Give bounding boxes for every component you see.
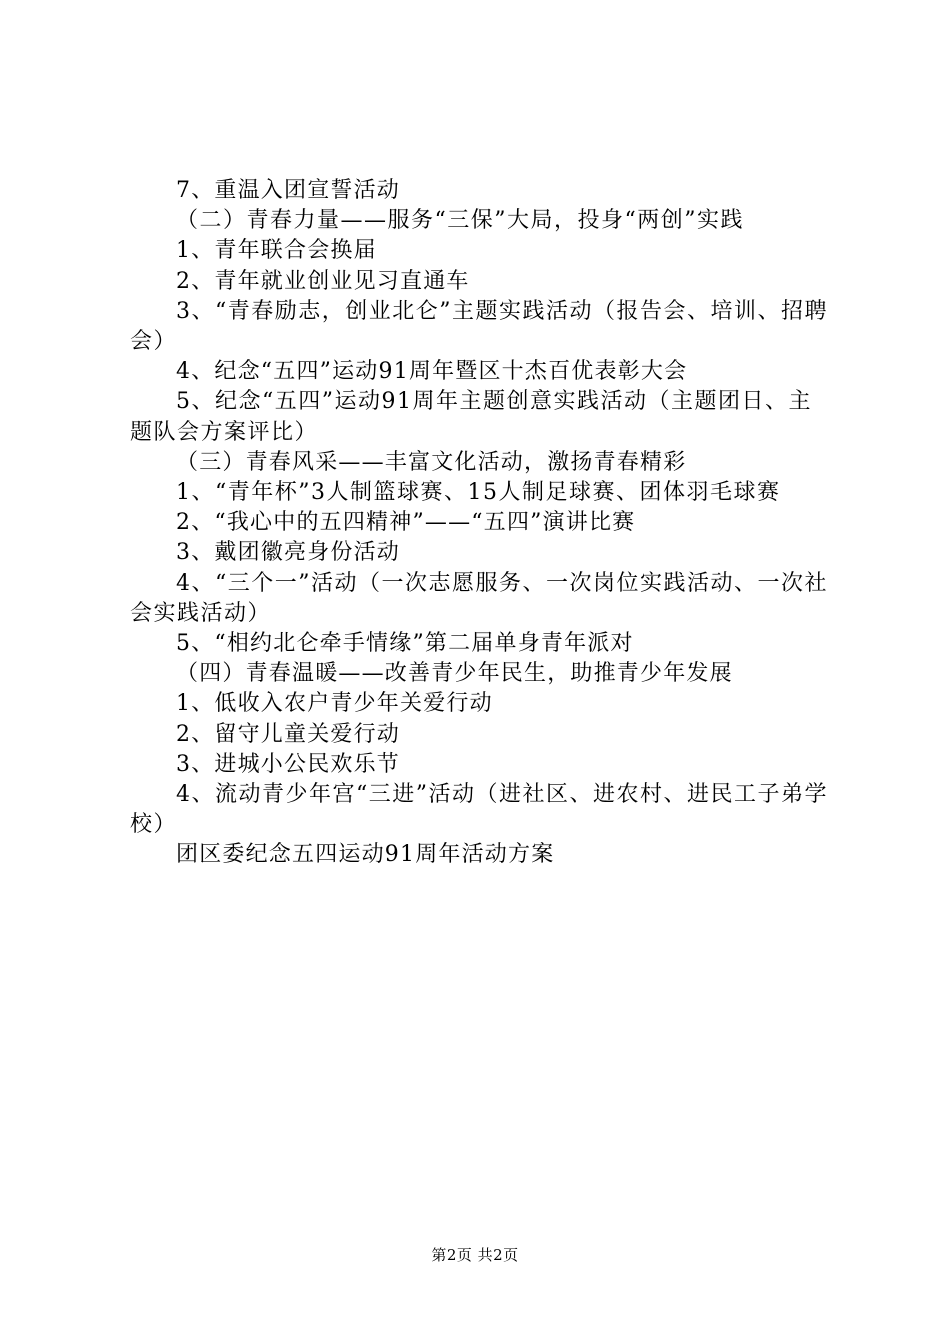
list-item: 7、重温入团宣誓活动 [176,178,400,203]
list-item: 4、流动青少年宫“三进”活动（进社区、进农村、进民工子弟学校） [130,782,828,838]
list-item: 1、青年联合会换届 [176,238,377,264]
list-item: 5、纪念“五四”运动91周年主题创意实践活动（主题团日、主题队会方案评比） [130,389,812,445]
list-item: 4、“三个一”活动（一次志愿服务、一次岗位实践活动、一次社会实践活动） [130,570,828,626]
list-item: 1、“青年杯”3人制篮球赛、15人制足球赛、团体羽毛球赛 [176,480,781,506]
list-item: 1、低收入农户青少年关爱行动 [176,691,493,717]
list-item: 4、纪念“五四”运动91周年暨区十杰百优表彰大会 [176,359,688,385]
list-item: 3、进城小公民欢乐节 [176,751,400,777]
section-heading: （三）青春风采——丰富文化活动，激扬青春精彩 [176,449,687,475]
section-heading: （二）青春力量——服务“三保”大局，投身“两创”实践 [176,208,744,234]
document-body [130,176,830,871]
list-item: 5、“相约北仑牵手情缘”第二届单身青年派对 [176,631,634,657]
document-title-line: 团区委纪念五四运动91周年活动方案 [176,842,555,868]
list-item: 2、“我心中的五四精神”——“五四”演讲比赛 [176,510,636,536]
page-number-footer: 第2页 共2页 [431,1246,519,1264]
section-heading: （四）青春温暖——改善青少年民生，助推青少年发展 [176,661,733,687]
list-item: 3、“青春励志，创业北仑”主题实践活动（报告会、培训、招聘会） [130,298,828,355]
list-item: 2、青年就业创业见习直通车 [176,268,470,294]
list-item: 3、戴团徽亮身份活动 [176,540,400,566]
list-item: 2、留守儿童关爱行动 [176,721,400,747]
